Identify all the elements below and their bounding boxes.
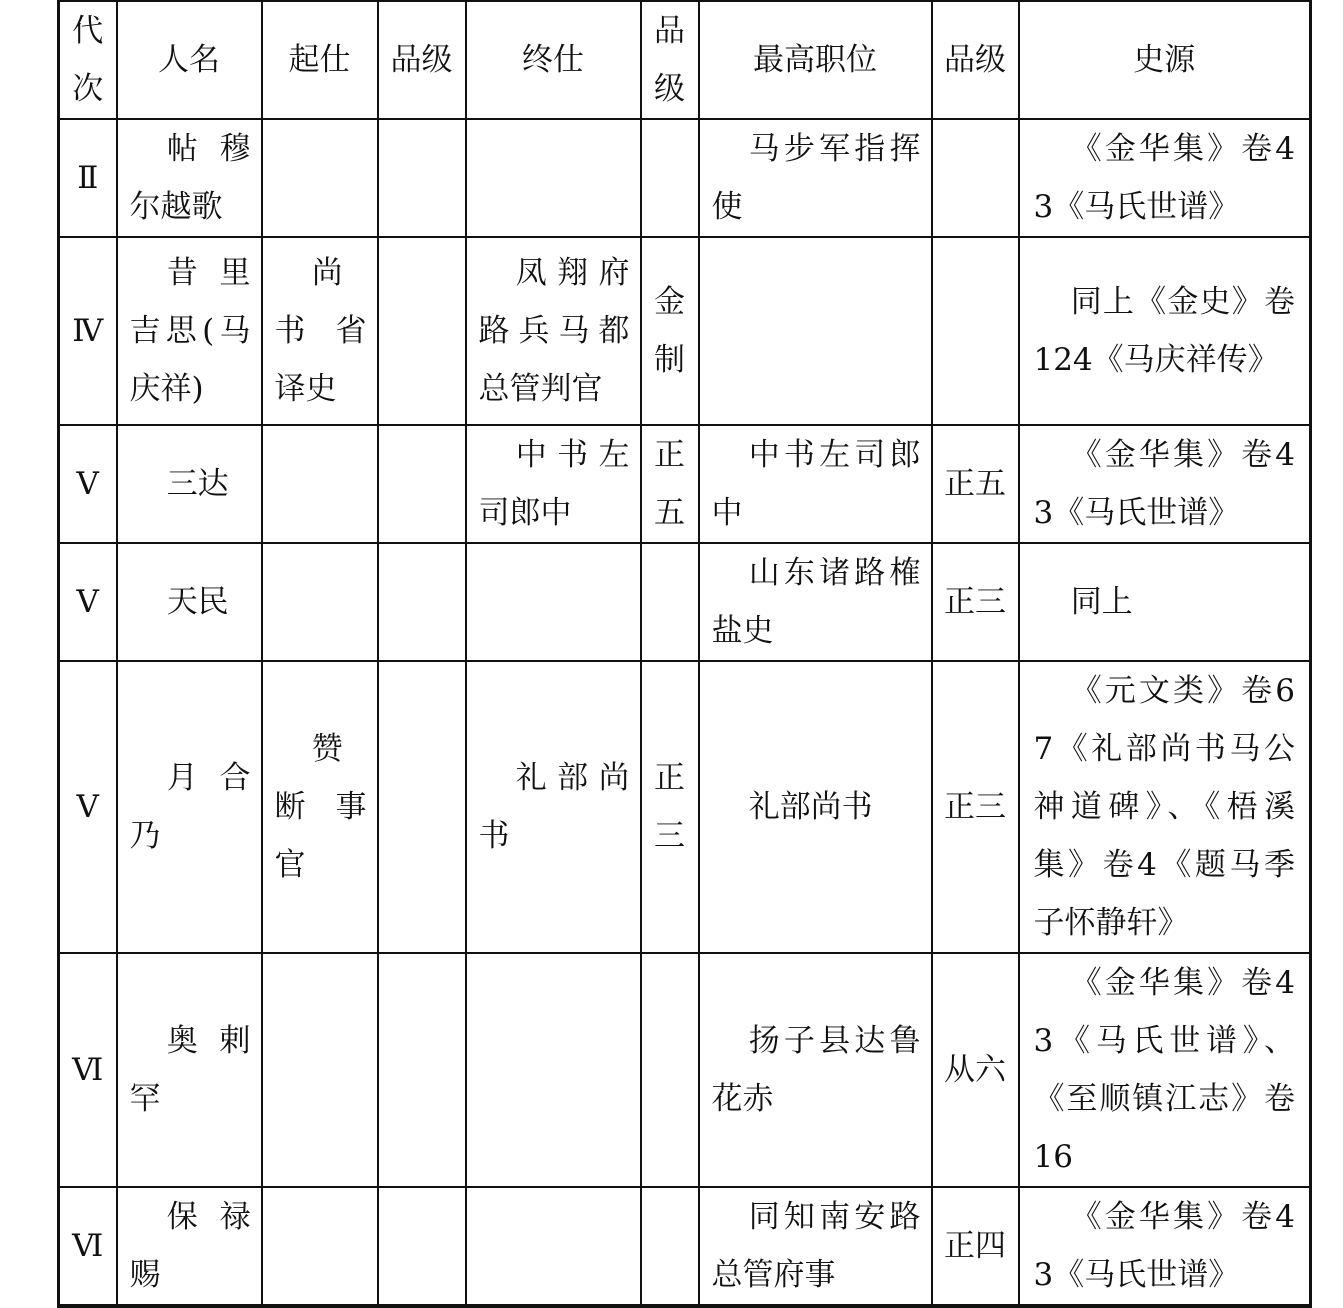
source-cell: 《金华集》卷43《马氏世谱》 <box>1019 425 1311 543</box>
table-row <box>59 953 1311 1187</box>
end-grade-cell <box>641 953 699 1187</box>
table-row <box>59 1187 1311 1306</box>
generation-cell: Ⅵ <box>59 1187 117 1306</box>
source-cell: 《元文类》卷67《礼部尚书马公神道碑》、《梧溪集》卷4《题马季子怀静轩》 <box>1019 661 1311 953</box>
name-cell: 三达 <box>117 425 262 543</box>
highest-cell: 马步军指挥使 <box>699 119 932 237</box>
name-cell: 天民 <box>117 543 262 661</box>
start-cell <box>262 543 378 661</box>
header-first-grade: 品级 <box>378 1 466 119</box>
highest-grade-cell: 从六 <box>932 953 1019 1187</box>
highest-grade-cell <box>932 119 1019 237</box>
end-grade-cell: 金制 <box>641 237 699 425</box>
highest-cell: 同知南安路总管府事 <box>699 1187 932 1306</box>
header-highest-grade: 品级 <box>932 1 1019 119</box>
start-grade-cell <box>378 543 466 661</box>
highest-cell: 中书左司郎中 <box>699 425 932 543</box>
start-cell <box>262 1187 378 1306</box>
generation-cell: Ⅱ <box>59 119 117 237</box>
name-cell: 保禄赐 <box>117 1187 262 1306</box>
end-grade-cell: 正五 <box>641 425 699 543</box>
end-grade-cell <box>641 119 699 237</box>
source-cell: 同上《金史》卷124《马庆祥传》 <box>1019 237 1311 425</box>
table-row <box>59 425 1311 543</box>
end-cell <box>466 119 641 237</box>
name-cell: 帖穆尔越歌 <box>117 119 262 237</box>
end-cell: 凤翔府路兵马都总管判官 <box>466 237 641 425</box>
highest-grade-cell: 正三 <box>932 661 1019 953</box>
header-source: 史源 <box>1019 1 1311 119</box>
table-row <box>59 543 1311 661</box>
start-cell: 尚书省译史 <box>262 237 378 425</box>
name-cell: 月合乃 <box>117 661 262 953</box>
start-grade-cell <box>378 1187 466 1306</box>
generation-cell: Ⅵ <box>59 953 117 1187</box>
header-first-post: 起仕 <box>262 1 378 119</box>
header-generation: 代次 <box>59 1 117 119</box>
start-cell <box>262 953 378 1187</box>
start-cell: 赞断事官 <box>262 661 378 953</box>
generation-cell: Ⅳ <box>59 237 117 425</box>
start-grade-cell <box>378 661 466 953</box>
highest-grade-cell <box>932 237 1019 425</box>
generation-cell: Ⅴ <box>59 543 117 661</box>
table-row <box>59 237 1311 425</box>
end-cell <box>466 1187 641 1306</box>
name-cell: 昔里吉思(马庆祥) <box>117 237 262 425</box>
header-final-post: 终仕 <box>466 1 641 119</box>
generation-cell: Ⅴ <box>59 425 117 543</box>
start-cell <box>262 425 378 543</box>
source-cell: 同上 <box>1019 543 1311 661</box>
highest-grade-cell: 正五 <box>932 425 1019 543</box>
start-cell <box>262 119 378 237</box>
source-cell: 《金华集》卷43《马氏世谱》 <box>1019 1187 1311 1306</box>
table-row <box>59 119 1311 237</box>
highest-cell: 礼部尚书 <box>699 661 932 953</box>
highest-cell: 扬子县达鲁花赤 <box>699 953 932 1187</box>
end-grade-cell <box>641 1187 699 1306</box>
source-cell: 《金华集》卷43《马氏世谱》、《至顺镇江志》卷16 <box>1019 953 1311 1187</box>
start-grade-cell <box>378 425 466 543</box>
end-cell <box>466 543 641 661</box>
start-grade-cell <box>378 953 466 1187</box>
end-cell <box>466 953 641 1187</box>
table-row <box>59 661 1311 953</box>
officials-table <box>57 0 1312 1308</box>
highest-grade-cell: 正三 <box>932 543 1019 661</box>
header-name: 人名 <box>117 1 262 119</box>
generation-cell: Ⅴ <box>59 661 117 953</box>
end-cell: 礼部尚书 <box>466 661 641 953</box>
end-grade-cell: 正三 <box>641 661 699 953</box>
end-cell: 中书左司郎中 <box>466 425 641 543</box>
highest-cell <box>699 237 932 425</box>
name-cell: 奥剌罕 <box>117 953 262 1187</box>
end-grade-cell <box>641 543 699 661</box>
start-grade-cell <box>378 119 466 237</box>
header-row <box>59 1 1311 119</box>
highest-cell: 山东诸路榷盐史 <box>699 543 932 661</box>
source-cell: 《金华集》卷43《马氏世谱》 <box>1019 119 1311 237</box>
header-highest-post: 最高职位 <box>699 1 932 119</box>
highest-grade-cell: 正四 <box>932 1187 1019 1306</box>
header-final-grade: 品级 <box>641 1 699 119</box>
start-grade-cell <box>378 237 466 425</box>
